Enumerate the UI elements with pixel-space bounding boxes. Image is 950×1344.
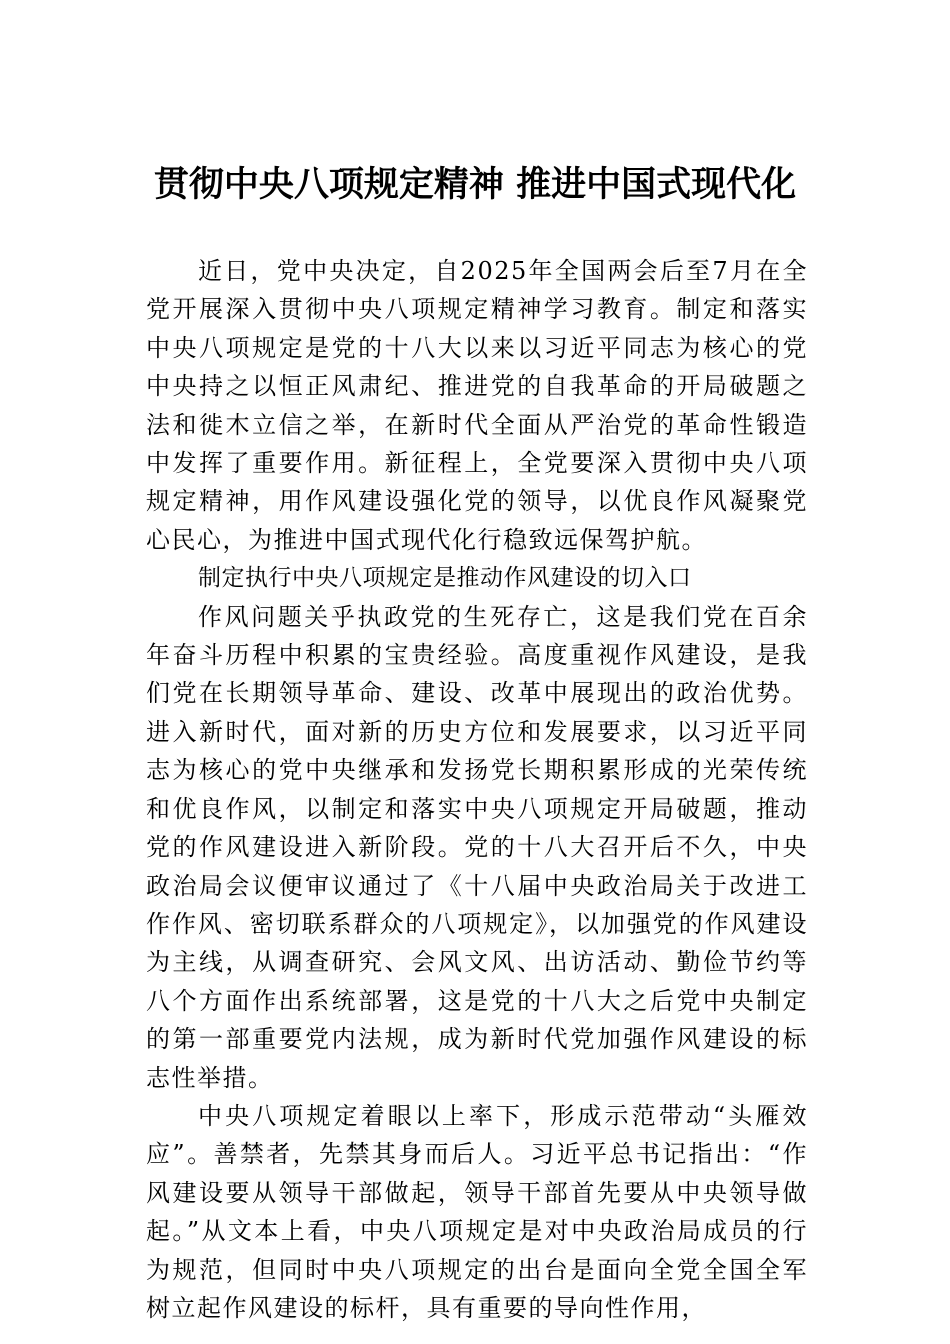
document-body <box>146 252 808 1327</box>
paragraph-intro: 近日，党中央决定，自2025年全国两会后至7月在全党开展深入贯彻中央八项规定精神学习教育。制定和落实中央八项规定是党的十八大以来以习近平同志为核心的党中央持之以恒正风肃纪、推进党的自我革命的开局破题之法和徙木立信之举，在新时代全面从严治党的革命性锻造中发挥了重要作用。新征程上，全党要深入贯彻中央八项规定精神，用作风建设强化党的领导，以优良作风凝聚党心民心，为推进中国式现代化行稳致远保驾护航。 <box>146 257 808 554</box>
section-heading: 制定执行中央八项规定是推动作风建设的切入口 <box>198 565 692 592</box>
paragraph-leading-example: 中央八项规定着眼以上率下，形成示范带动“头雁效应”。善禁者，先禁其身而后人。习近平总书记指出：“作风建设要从领导干部做起，领导干部首先要从中央领导做起。”从文本上看，中央八项规定是对中央政治局成员的行为规范，但同时中央八项规定的出台是面向全党全国全军树立起作风建设的标杆，具有重要的导向性作用， <box>146 1101 808 1322</box>
document-title: 贯彻中央八项规定精神 推进中国式现代化 <box>153 164 797 205</box>
paragraph-style-history: 作风问题关乎执政党的生死存亡，这是我们党在百余年奋斗历程中积累的宝贵经验。高度重视作风建设，是我们党在长期领导革命、建设、改革中展现出的政治优势。进入新时代，面对新的历史方位和发展要求，以习近平同志为核心的党中央继承和发扬党长期积累形成的光荣传统和优良作风，以制定和落实中央八项规定开局破题，推动党的作风建设进入新阶段。党的十八大召开后不久，中央政治局会议便审议通过了《十八届中央政治局关于改进工作作风、密切联系群众的八项规定》，以加强党的作风建设为主线，从调查研究、会风文风、出访活动、勤俭节约等八个方面作出系统部署，这是党的十八大之后党中央制定的第一部重要党内法规，成为新时代党加强作风建设的标志性举措。 <box>146 602 808 1092</box>
